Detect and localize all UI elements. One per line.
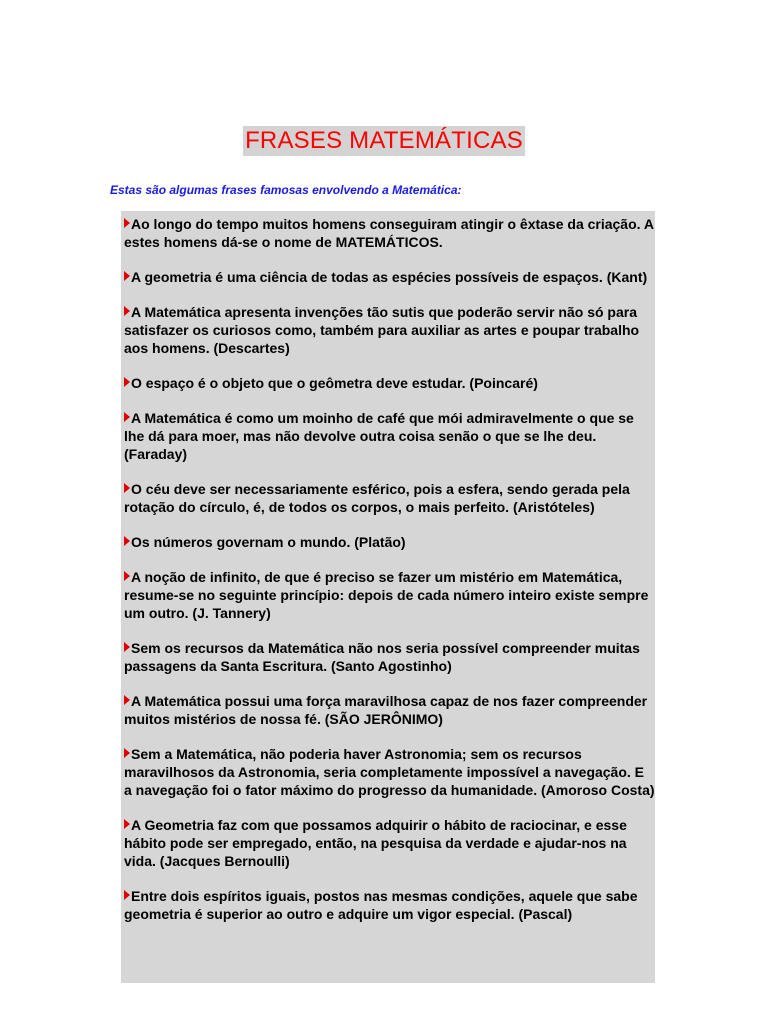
quote-item xyxy=(124,303,655,357)
quote-text: O espaço é o objeto que o geômetra deve estudar. (Poincaré) xyxy=(131,375,538,391)
red-triangle-bullet-icon xyxy=(124,377,130,387)
quote-item xyxy=(124,215,655,251)
title-container xyxy=(0,110,768,172)
intro-text: Estas são algumas frases famosas envolvendo a Matemática: xyxy=(110,183,462,197)
red-triangle-bullet-icon xyxy=(124,819,130,829)
red-triangle-bullet-icon xyxy=(124,536,130,546)
red-triangle-bullet-icon xyxy=(124,695,130,705)
red-triangle-bullet-icon xyxy=(124,306,130,316)
quotes-box xyxy=(121,211,655,983)
quote-item xyxy=(124,409,655,463)
quote-item xyxy=(124,692,655,728)
quote-text: A noção de infinito, de que é preciso se fazer um mistério em Matemática, resume-se no seguinte princípio: depois de cada número inteiro existe sempre um outro. (J. Tannery) xyxy=(124,569,649,621)
red-triangle-bullet-icon xyxy=(124,748,130,758)
red-triangle-bullet-icon xyxy=(124,890,130,900)
quote-text: Os números governam o mundo. (Platão) xyxy=(131,534,406,550)
quote-item xyxy=(124,268,655,286)
quote-item xyxy=(124,568,655,622)
red-triangle-bullet-icon xyxy=(124,571,130,581)
quote-item xyxy=(124,745,655,799)
red-triangle-bullet-icon xyxy=(124,271,130,281)
red-triangle-bullet-icon xyxy=(124,218,130,228)
red-triangle-bullet-icon xyxy=(124,483,130,493)
quote-text: A Geometria faz com que possamos adquirir o hábito de raciocinar, e esse hábito pode ser empregado, então, na pesquisa da verdade e ajudar-nos na vida. (Jacques Bernoulli) xyxy=(124,817,627,869)
red-triangle-bullet-icon xyxy=(124,412,130,422)
quote-item xyxy=(124,639,655,675)
quote-text: Entre dois espíritos iguais, postos nas mesmas condições, aquele que sabe geometria é superior ao outro e adquire um vigor especial. (Pascal) xyxy=(124,888,638,922)
quote-item xyxy=(124,533,655,551)
quote-text: A Matemática é como um moinho de café que mói admiravelmente o que se lhe dá para moer, mas não devolve outra coisa senão o que se lhe deu. (Faraday) xyxy=(124,410,634,462)
quote-text: A Matemática apresenta invenções tão sutis que poderão servir não só para satisfazer os curiosos como, também para auxiliar as artes e poupar trabalho aos homens. (Descartes) xyxy=(124,304,640,356)
quote-item xyxy=(124,887,655,923)
quote-text: Sem os recursos da Matemática não nos seria possível compreender muitas passagens da Santa Escritura. (Santo Agostinho) xyxy=(124,640,640,674)
quote-text: Sem a Matemática, não poderia haver Astronomia; sem os recursos maravilhosos da Astronomia, seria completamente impossível a navegação. E a navegação foi o fator máximo do progresso da humanidade. (Amoroso Costa) xyxy=(124,746,655,798)
quote-text: A Matemática possui uma força maravilhosa capaz de nos fazer compreender muitos mistérios de nossa fé. (SÃO JERÔNIMO) xyxy=(124,693,648,727)
page-title: FRASES MATEMÁTICAS xyxy=(245,127,523,155)
quote-text: A geometria é uma ciência de todas as espécies possíveis de espaços. (Kant) xyxy=(131,269,648,285)
quote-item xyxy=(124,480,655,516)
quote-item xyxy=(124,816,655,870)
quote-item xyxy=(124,374,655,392)
quote-text: Ao longo do tempo muitos homens conseguiram atingir o êxtase da criação. A estes homens dá-se o nome de MATEMÁTICOS. xyxy=(124,216,654,250)
red-triangle-bullet-icon xyxy=(124,642,130,652)
quote-text: O céu deve ser necessariamente esférico, pois a esfera, sendo gerada pela rotação do círculo, é, de todos os corpos, o mais perfeito. (Aristóteles) xyxy=(124,481,630,515)
